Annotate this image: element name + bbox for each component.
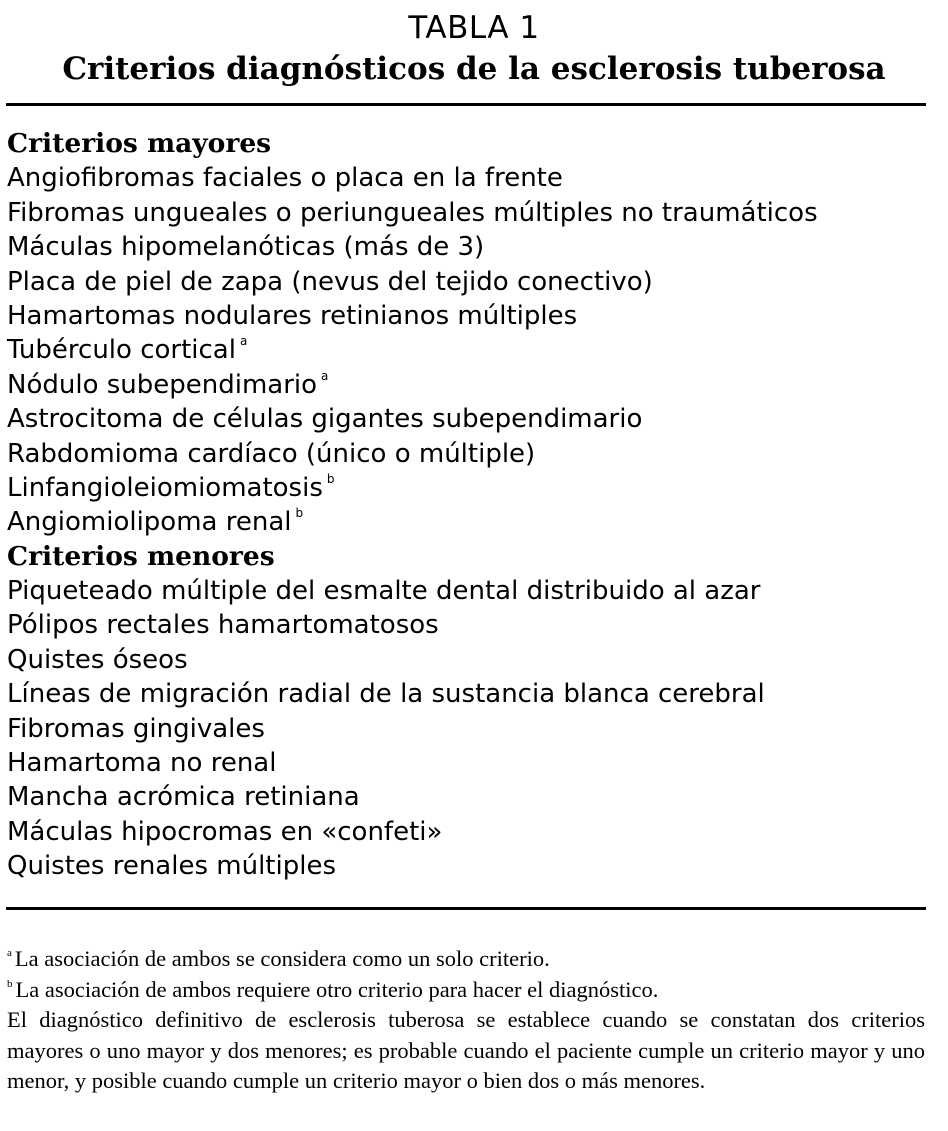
criteria-item-text: Hamartoma no renal <box>7 748 277 779</box>
criteria-item <box>7 505 927 539</box>
criteria-item <box>7 161 927 195</box>
table-label: TABLA 1 <box>408 10 540 46</box>
criteria-item <box>7 574 927 608</box>
criteria-item-text: Astrocitoma de células gigantes subependimario <box>7 404 643 435</box>
criteria-item-text: Quistes óseos <box>7 644 188 675</box>
criteria-item-text: Hamartomas nodulares retinianos múltiples <box>7 300 578 331</box>
table-title: Criterios diagnósticos de la esclerosis tuberosa <box>62 51 886 87</box>
criteria-item <box>7 815 927 849</box>
criteria-item-text: Fibromas gingivales <box>7 713 265 744</box>
diagnosis-note: El diagnóstico definitivo de esclerosis tuberosa se establece cuando se constatan dos criterios mayores o uno mayor y dos menores; es probable cuando el paciente cumple un criterio mayor y uno menor, y posible cuando cumple un criterio mayor o bien dos o más menores. <box>7 1007 925 1093</box>
criteria-item <box>7 299 927 333</box>
criteria-item-text: Linfangioleiomiomatosis <box>7 472 323 503</box>
criteria-item-text: Angiofibromas faciales o placa en la frente <box>7 163 563 194</box>
footnote-text: La asociación de ambos se considera como un solo criterio. <box>14 946 550 971</box>
footnote-marker: b <box>7 977 13 990</box>
criteria-list <box>7 127 927 884</box>
criteria-item-text: Rabdomioma cardíaco (único o múltiple) <box>7 438 536 469</box>
criteria-item-text: Fibromas ungueales o periungueales múltiples no traumáticos <box>7 197 818 228</box>
criteria-item <box>7 608 927 642</box>
footnote-marker: b <box>326 471 335 486</box>
footnote-text: La asociación de ambos requiere otro criterio para hacer el diagnóstico. <box>15 976 659 1002</box>
criteria-item-text: Placa de piel de zapa (nevus del tejido conectivo) <box>7 266 653 297</box>
criteria-item <box>7 196 927 230</box>
criteria-item <box>7 849 927 883</box>
criteria-item <box>7 368 927 402</box>
criteria-item-text: Líneas de migración radial de la sustancia blanca cerebral <box>7 679 765 710</box>
footnote-marker: b <box>295 506 304 521</box>
minor-criteria-heading: Criterios menores <box>7 540 275 572</box>
criteria-item <box>7 780 927 814</box>
table-notes <box>7 944 925 1097</box>
criteria-item-text: Quistes renales múltiples <box>7 851 336 882</box>
criteria-item <box>7 712 927 746</box>
bottom-divider <box>6 907 926 910</box>
footnote-a <box>7 944 925 975</box>
major-criteria-heading: Criterios mayores <box>7 128 272 159</box>
criteria-item-text: Angiomiolipoma renal <box>7 507 292 538</box>
criteria-item-text: Máculas hipocromas en «confeti» <box>7 816 443 847</box>
criteria-item <box>7 643 927 677</box>
top-divider <box>6 103 926 106</box>
criteria-item-text: Tubérculo cortical <box>7 335 236 366</box>
footnote-marker: a <box>239 334 248 349</box>
footnote-marker: a <box>7 947 12 959</box>
criteria-item-text: Piqueteado múltiple del esmalte dental distribuido al azar <box>7 576 761 607</box>
criteria-item-text: Máculas hipomelanóticas (más de 3) <box>7 232 485 263</box>
criteria-item <box>7 402 927 436</box>
criteria-item <box>7 437 927 471</box>
criteria-item <box>7 746 927 780</box>
footnote-b <box>7 975 925 1006</box>
criteria-item <box>7 677 927 711</box>
criteria-item-text: Nódulo subependimario <box>7 369 318 400</box>
criteria-item-text: Mancha acrómica retiniana <box>7 782 360 813</box>
criteria-item <box>7 230 927 264</box>
footnote-marker: a <box>321 368 329 383</box>
criteria-item <box>7 471 927 505</box>
criteria-item-text: Pólipos rectales hamartomatosos <box>7 610 439 641</box>
criteria-item <box>7 265 927 299</box>
criteria-item <box>7 333 927 367</box>
